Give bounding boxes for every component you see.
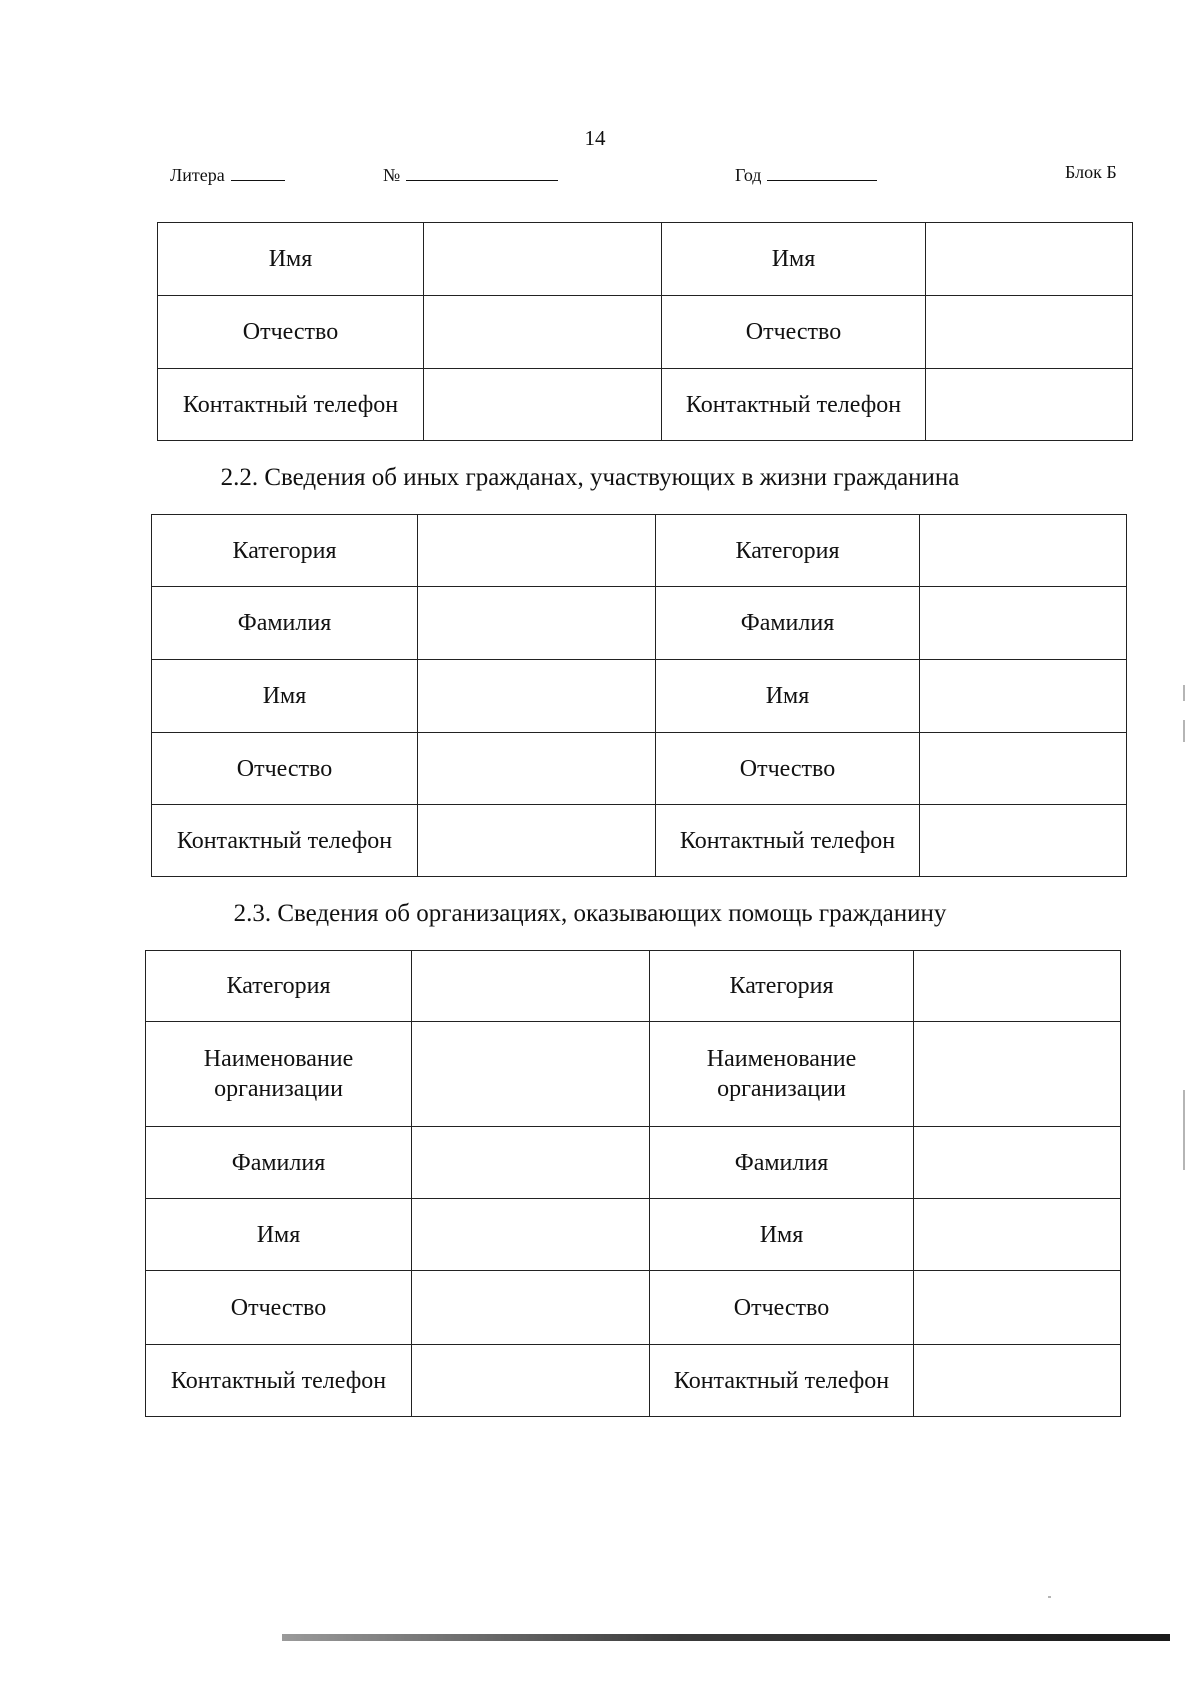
field-label: Контактный телефон — [152, 805, 418, 877]
litera-blank[interactable] — [231, 162, 285, 181]
field-value-cell[interactable] — [418, 660, 656, 733]
table-row — [158, 369, 1133, 441]
number-field — [383, 162, 558, 186]
scan-mark — [1183, 720, 1185, 742]
litera-field — [170, 162, 285, 186]
year-label: Год — [735, 165, 762, 185]
field-label: Имя — [650, 1199, 914, 1271]
table-row — [146, 1199, 1121, 1271]
table-row — [152, 660, 1127, 733]
field-value-cell[interactable] — [926, 223, 1133, 296]
table-row — [146, 1345, 1121, 1417]
field-label: Наименование организации — [146, 1022, 412, 1127]
field-value-cell[interactable] — [412, 1345, 650, 1417]
other-citizens-table — [151, 514, 1127, 877]
year-blank[interactable] — [767, 162, 877, 181]
field-label: Отчество — [656, 733, 920, 805]
field-value-cell[interactable] — [418, 733, 656, 805]
field-label: Имя — [662, 223, 926, 296]
field-value-cell[interactable] — [418, 515, 656, 587]
field-value-cell[interactable] — [920, 660, 1127, 733]
field-label: Фамилия — [650, 1127, 914, 1199]
scan-mark — [1048, 1596, 1051, 1598]
section-2-3-title: 2.3. Сведения об организациях, оказывающих помощь гражданину — [233, 900, 947, 927]
field-label: Контактный телефон — [662, 369, 926, 441]
field-label: Контактный телефон — [146, 1345, 412, 1417]
field-value-cell[interactable] — [412, 1022, 650, 1127]
block-label: Блок Б — [1065, 162, 1117, 182]
table-row — [146, 951, 1121, 1022]
field-label: Отчество — [662, 296, 926, 369]
field-label: Категория — [656, 515, 920, 587]
field-label: Фамилия — [152, 587, 418, 660]
field-value-cell[interactable] — [412, 1271, 650, 1345]
field-value-cell[interactable] — [920, 515, 1127, 587]
field-value-cell[interactable] — [412, 1127, 650, 1199]
field-value-cell[interactable] — [418, 587, 656, 660]
number-blank[interactable] — [406, 162, 558, 181]
table-row — [152, 805, 1127, 877]
field-value-cell[interactable] — [914, 1199, 1121, 1271]
table-row — [152, 733, 1127, 805]
field-label: Имя — [158, 223, 424, 296]
scan-mark — [1183, 685, 1185, 701]
field-value-cell[interactable] — [424, 296, 662, 369]
page-number: 14 — [584, 126, 606, 150]
table-row — [152, 587, 1127, 660]
field-label: Контактный телефон — [650, 1345, 914, 1417]
table-row — [152, 515, 1127, 587]
field-label: Контактный телефон — [656, 805, 920, 877]
field-label: Категория — [650, 951, 914, 1022]
organizations-table — [145, 950, 1121, 1417]
field-value-cell[interactable] — [920, 805, 1127, 877]
field-label: Имя — [152, 660, 418, 733]
bottom-rule — [282, 1634, 1170, 1641]
field-label: Отчество — [152, 733, 418, 805]
table-row — [146, 1127, 1121, 1199]
field-value-cell[interactable] — [418, 805, 656, 877]
litera-label: Литера — [170, 165, 225, 185]
field-value-cell[interactable] — [920, 587, 1127, 660]
field-label: Фамилия — [146, 1127, 412, 1199]
table-row — [158, 296, 1133, 369]
table-row — [146, 1271, 1121, 1345]
scan-mark — [1183, 1090, 1185, 1170]
table-row — [158, 223, 1133, 296]
field-label: Отчество — [650, 1271, 914, 1345]
field-value-cell[interactable] — [424, 223, 662, 296]
field-value-cell[interactable] — [914, 1022, 1121, 1127]
field-label: Контактный телефон — [158, 369, 424, 441]
field-label: Категория — [146, 951, 412, 1022]
field-value-cell[interactable] — [412, 951, 650, 1022]
year-field — [735, 162, 877, 186]
field-value-cell[interactable] — [424, 369, 662, 441]
field-value-cell[interactable] — [914, 1127, 1121, 1199]
field-value-cell[interactable] — [914, 951, 1121, 1022]
field-value-cell[interactable] — [914, 1271, 1121, 1345]
number-label: № — [383, 165, 401, 185]
field-label: Имя — [656, 660, 920, 733]
field-label: Имя — [146, 1199, 412, 1271]
field-value-cell[interactable] — [926, 369, 1133, 441]
table-row — [146, 1022, 1121, 1127]
contact-table-top — [157, 222, 1133, 441]
section-2-2-title: 2.2. Сведения об иных гражданах, участвующих в жизни гражданина — [220, 464, 960, 491]
field-value-cell[interactable] — [914, 1345, 1121, 1417]
field-label: Фамилия — [656, 587, 920, 660]
field-value-cell[interactable] — [926, 296, 1133, 369]
field-label: Отчество — [158, 296, 424, 369]
field-label: Наименование организации — [650, 1022, 914, 1127]
field-label: Отчество — [146, 1271, 412, 1345]
field-value-cell[interactable] — [412, 1199, 650, 1271]
field-label: Категория — [152, 515, 418, 587]
field-value-cell[interactable] — [920, 733, 1127, 805]
